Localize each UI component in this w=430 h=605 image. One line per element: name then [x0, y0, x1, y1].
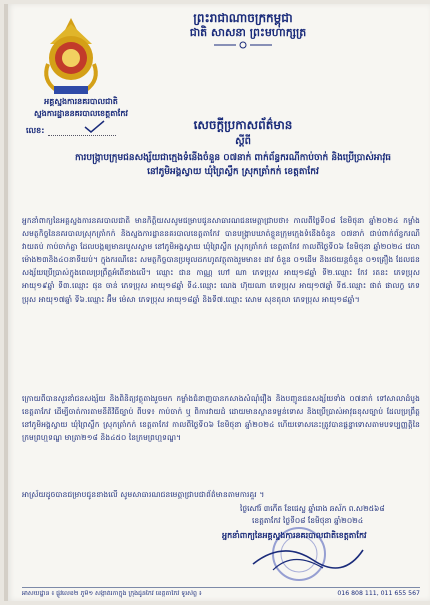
lunar-date: ថ្ងៃសៅរ៍ ៣កើត ខែជេស្ឋ ឆ្នាំរោង ឆស័ក ព.ស២៥៦៨: [240, 504, 385, 513]
footer: [22, 590, 420, 599]
reference-label: លេខ:: [26, 126, 45, 135]
footer-divider: [22, 587, 420, 588]
reference-line: [48, 135, 116, 136]
issuing-authority: [26, 96, 136, 120]
solar-date: ខេត្តតាកែវ ថ្ងៃទី០៨ ខែមិថុនា ឆ្នាំ២០២៤: [252, 516, 364, 525]
signatory-title: អ្នកនាំពាក្យនៃអគ្គស្នងការនគរបាលជាតិខេត្តតាកែវ: [222, 531, 367, 540]
document-subject: ការបង្ក្រាបក្រុមជនសង្ស័យជាក្មេងទំនើងចំនួន ០៧នាក់ ពាក់ព័ន្ធករណីកាប់ចាក់ និងប្រើប្រាស់អាវុធ នៅភូមិអង្គស្វាយ ឃុំព្រៃស្លឹក ស្រុកត្រាំកក់ ខេត្តតាកែវ: [74, 153, 392, 177]
motto-header: ជាតិ សាសនា ព្រះមហាក្សត្រ: [189, 26, 307, 39]
kingdom-header: ព្រះរាជាណាចក្រកម្ពុជា: [193, 11, 293, 25]
authority-line-1: អគ្គស្នងការនគរបាលជាតិ: [44, 97, 118, 106]
body-paragraph-2: ក្រោយពីបានសួរនាំជនសង្ស័យ និងពិនិត្យវត្ថុតាងរួចមក កម្លាំងជំនាញបានកសាងសំណុំរឿង និងបញ្ជូនជនសង្ស័យទាំង ០៧នាក់ ទៅសាលាដំបូងខេត្តតាកែវ ដើម្បីចាត់ការតាមនីតិវិធីច្បាប់ ពីបទ៖ កាប់ចាក់ ឬ ពិការវាយដំ ដោយមានស្ថានទម្ងន់ទោស និងប្រើប្រាស់អាវុធខុសច្បាប់ ដែលប្រព្រឹត្តនៅភូមិអង្គស្វាយ ឃុំព្រៃស្លឹក ស្រុកត្រាំកក់ ខេត្តតាកែវ កាលពីថ្ងៃទី០៦ ខែមិថុនា ឆ្នាំ២០២៤ ហើយទោសនេះត្រូវបានផ្តន្ទាទោសតាមបទប្បញ្ញត្តិនៃក្រមព្រហ្មទណ្ឌ មាត្រា២១៨ និង៤៥០ នៃក្រមព្រហ្មទណ្ឌ។: [22, 394, 420, 443]
body-paragraph-1: អ្នកនាំពាក្យនៃអគ្គស្នងការនគរបាលជាតិ មានកិត្តិយសសូមជម្រាបជូនសាធារណជនមេត្តាជ្រាបថា៖ កាលពីថ្ងៃទី០៨ ខែមិថុនា ឆ្នាំ២០២៤ កម្លាំងសមត្ថកិច្ចនៃនគរបាលស្រុកត្រាំកក់ និងស្នងការដ្ឋាននគរបាលខេត្តតាកែវ បានបង្ក្រាបឃាត់ខ្លួនក្រុមក្មេងទំនើងចំនួន ០៧នាក់ ជាប់ពាក់ព័ន្ធករណីវាយតប់ កាប់ចាក់គ្នា ដែលបង្កឲ្យមានរបួសស្នាម នៅភូមិអង្គស្វាយ ឃុំព្រៃស្លឹក ស្រុកត្រាំកក់ ខេត្តតាកែវ កាលពីថ្ងៃទី០៦ ខែមិថុនា ឆ្នាំ២០២៤ វេលាម៉ោង២៣និង៤០នាទីយប់។ ក្នុងករណីនេះ សមត្ថកិច្ចបានប្រមូលដកហូតវត្ថុតាងរួមមាន៖ ដាវ ចំនួន ០១ដើម និងរថយន្តចំនួន ០១គ្រឿង ដែលជនសង្ស័យប្រើប្រាស់ក្នុងពេលប្រព្រឹត្តអំពើខាងលើ។ ឈ្មោះ ជាន កាណ្ណ ហៅ ណា ភេទប្រុស អាយុ១៨ឆ្នាំ ទី២.ឈ្មោះ កែវ រតនះ ភេទប្រុស អាយុ១៩ឆ្នាំ ទី៣.ឈ្មោះ ផុន ចាន់ ភេទប្រុស អាយុ១៨ឆ្នាំ ទី៤.ឈ្មោះ ណេង ហ៊ុយណា ភេទប្រុស អាយុ១៧ឆ្នាំ ទី៥.ឈ្មោះ ផាត់ ផាលក្ខ ភេទប្រុស អាយុ១៧ឆ្នាំ ទី៦.ឈ្មោះ អ៊ឹម ម៉េសា ភេទប្រុស អាយុ១៨ឆ្នាំ និងទី៧.ឈ្មោះ សោម សុខតុលា ភេទប្រុស អាយុ១៨ឆ្នាំ។: [22, 216, 420, 304]
checkmark-icon: [82, 120, 106, 134]
footer-address: អាសយដ្ឋាន ៖ ផ្លូវលេខ២ ភូមិ១ សង្កាត់រកាក្នុង ក្រុងដូនកែវ ខេត្តតាកែវ ទូរស័ព្ទ ៖: [22, 590, 202, 597]
document-title: សេចក្តីប្រកាសព័ត៌មាន: [193, 118, 293, 132]
authority-line-2: ស្នងការដ្ឋាននគរបាលខេត្តតាកែវ: [34, 109, 128, 118]
document-about: ស្តីពី: [235, 136, 251, 147]
header-ornament-icon: [212, 41, 274, 49]
body-paragraph-3: អាស្រ័យដូចបានជម្រាបជូនខាងលើ សូមសាធារណជនមេត្តាជ្រាបជាព័ត៌មានតាមការគួរ ។: [22, 490, 265, 499]
document-page: [4, 4, 430, 601]
police-emblem-icon: [34, 14, 108, 104]
footer-phones: 016 808 111, 011 655 567: [337, 590, 420, 597]
